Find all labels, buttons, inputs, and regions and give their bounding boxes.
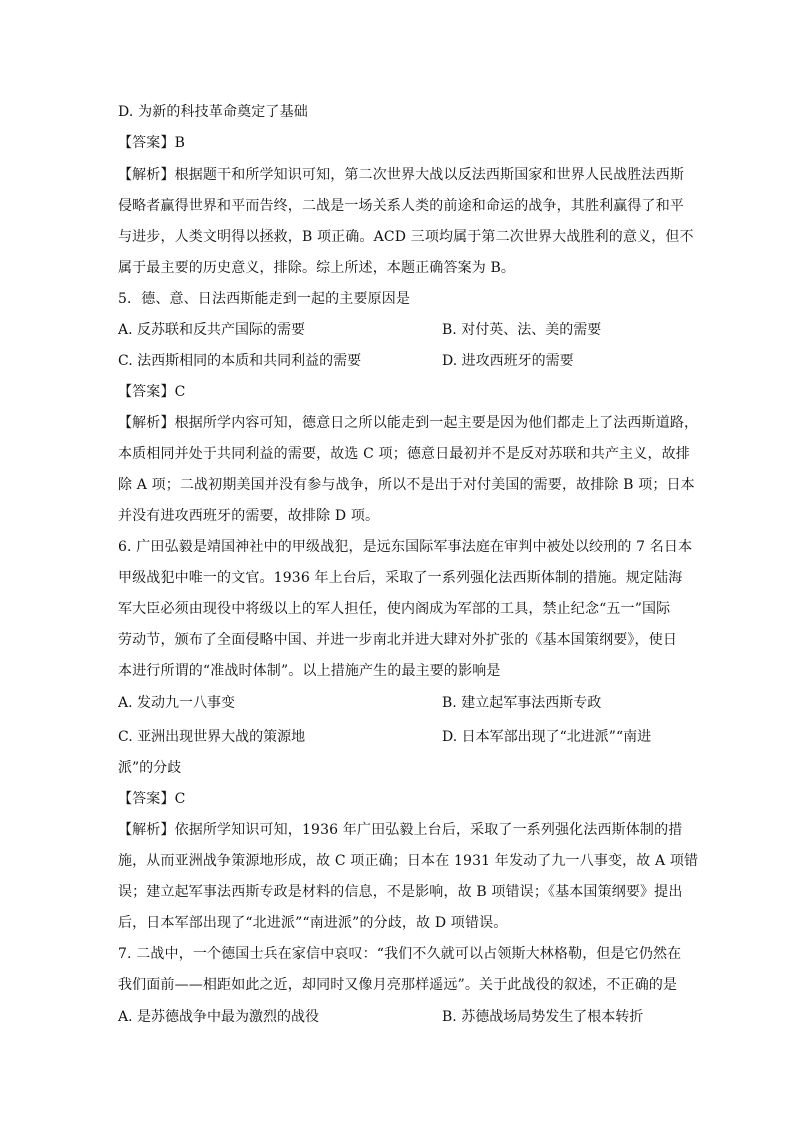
q5-option-b: B. 对付英、法、美的需要 (442, 322, 602, 338)
q5-option-d: D. 进攻西班牙的需要 (442, 353, 574, 369)
q7-option-b: B. 苏德战场局势发生了根本转折 (442, 1009, 644, 1025)
q6-option-b: B. 建立起军事法西斯专政 (442, 695, 602, 711)
q6-stem-line: 军大臣必须由现役中将级以上的军人担任，使内阁成为军部的工具，禁止纪念“五一”国际 (118, 601, 671, 617)
q7-option-a: A. 是苏德战争中最为激烈的战役 (118, 1009, 320, 1025)
q6-analysis-line: 后，日本军部出现了“北进派”“南进派”的分歧，故 D 项错误。 (118, 915, 508, 931)
q6-option-a: A. 发动九一八事变 (118, 695, 236, 711)
q6-stem-line: 本进行所谓的“准战时体制”。以上措施产生的最主要的影响是 (118, 663, 501, 679)
q6-analysis-line: 【解析】依据所学知识可知，1936 年广田弘毅上台后，采取了一系列强化法西斯体制的措 (118, 822, 683, 838)
q5-analysis-line: 本质相同并处于共同利益的需要，故选 C 项；德意日最初并不是反对苏联和共产主义，故排 (118, 446, 690, 462)
q6-stem-line: 6. 广田弘毅是靖国神社中的甲级战犯，是远东国际军事法庭在审判中被处以绞刑的 7 名日本 (118, 539, 693, 555)
q6-option-d-continued: 派”的分歧 (118, 760, 182, 776)
q6-stem-line: 劳动节，颁布了全面侵略中国、并进一步南北并进大肆对外扩张的《基本国策纲要》，使日 (118, 632, 677, 648)
q4-analysis-line: 侵略者赢得世界和平而告终，二战是一场关系人类的前途和命运的战争，其胜利赢得了和平 (118, 198, 684, 214)
q6-answer: 【答案】C (118, 791, 186, 807)
q5-analysis-line: 除 A 项；二战初期美国并没有参与战争，所以不是出于对付美国的需要，故排除 B 项；日本 (118, 477, 695, 493)
q4-option-d: D. 为新的科技革命奠定了基础 (118, 104, 308, 120)
q5-option-a: A. 反苏联和反共产国际的需要 (118, 322, 306, 338)
q6-option-d: D. 日本军部出现了“北进派”“南进 (442, 729, 652, 745)
q7-stem-line: 7. 二战中，一个德国士兵在家信中哀叹：“我们不久就可以占领斯大林格勒，但是它仍然在 (118, 946, 682, 962)
q4-analysis-line: 属于最主要的历史意义，排除。综上所述，本题正确答案为 B。 (118, 260, 516, 276)
q4-answer: 【答案】B (118, 135, 186, 151)
q5-answer: 【答案】C (118, 384, 186, 400)
q5-option-c: C. 法西斯相同的本质和共同利益的需要 (118, 353, 362, 369)
q5-stem: 5．德、意、日法西斯能走到一起的主要原因是 (118, 291, 411, 307)
q7-stem-line: 我们面前——相距如此之近，却同时又像月亮那样遥远”。关于此战役的叙述，不正确的是 (118, 977, 678, 993)
q5-analysis-line: 【解析】根据所学内容可知，德意日之所以能走到一起主要是因为他们都走上了法西斯道路， (118, 415, 699, 431)
q6-analysis-line: 施，从而亚洲战争策源地形成，故 C 项正确；日本在 1931 年发动了九一八事变，故 A 项错 (118, 853, 699, 869)
q6-stem-line: 甲级战犯中唯一的文官。1936 年上台后，采取了一系列强化法西斯体制的措施。规定陆海 (118, 570, 683, 586)
q6-option-c: C. 亚洲出现世界大战的策源地 (118, 729, 306, 745)
q4-analysis-line: 【解析】根据题干和所学知识可知，第二次世界大战以反法西斯国家和世界人民战胜法西斯 (118, 167, 684, 183)
q5-analysis-line: 并没有进攻西班牙的需要，故排除 D 项。 (118, 508, 380, 524)
q6-analysis-line: 误；建立起军事法西斯专政是材料的信息，不是影响，故 B 项错误；《基本国策纲要》提出 (118, 884, 683, 900)
q4-analysis-line: 与进步，人类文明得以拯救，B 项正确。ACD 三项均属于第二次世界大战胜利的意义，但不 (118, 229, 694, 245)
